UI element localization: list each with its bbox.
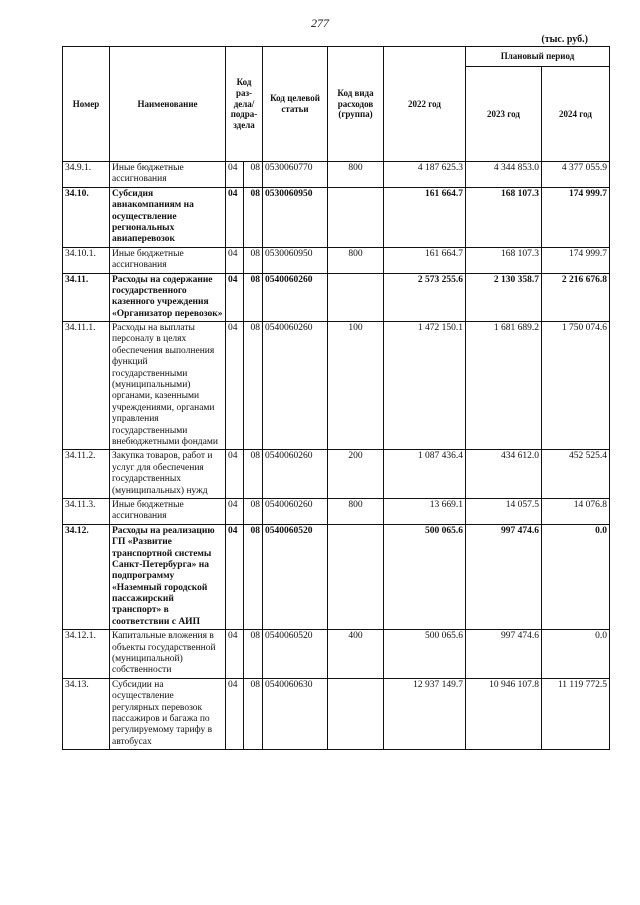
row-amount-2022: 2 573 255.6	[384, 273, 466, 322]
row-section: 04	[226, 524, 244, 630]
row-target-code: 0530060770	[263, 162, 328, 188]
row-amount-2024: 11 119 772.5	[542, 678, 610, 749]
row-subsection: 08	[244, 162, 263, 188]
row-name: Капитальные вложения в объекты государственной (муниципальной) собственности	[110, 630, 226, 679]
table-header	[63, 47, 610, 162]
row-name: Расходы на содержание государственного казенного учреждения «Организатор перевозок»	[110, 273, 226, 322]
table-row	[63, 450, 610, 499]
row-expense-type	[328, 678, 384, 749]
row-section: 04	[226, 498, 244, 524]
row-expense-type: 100	[328, 322, 384, 450]
row-amount-2023: 997 474.6	[466, 524, 542, 630]
row-section: 04	[226, 630, 244, 679]
row-target-code: 0540060520	[263, 524, 328, 630]
row-target-code: 0530060950	[263, 187, 328, 247]
row-amount-2024: 1 750 074.6	[542, 322, 610, 450]
row-amount-2022: 500 065.6	[384, 524, 466, 630]
header-2022: 2022 год	[384, 47, 466, 162]
row-section: 04	[226, 162, 244, 188]
row-number: 34.12.1.	[63, 630, 110, 679]
row-target-code: 0540060520	[263, 630, 328, 679]
row-amount-2023: 2 130 358.7	[466, 273, 542, 322]
row-expense-type: 800	[328, 247, 384, 273]
header-name: Наименование	[110, 47, 226, 162]
row-section: 04	[226, 450, 244, 499]
row-expense-type	[328, 273, 384, 322]
row-subsection: 08	[244, 524, 263, 630]
row-subsection: 08	[244, 678, 263, 749]
row-section: 04	[226, 187, 244, 247]
row-amount-2024: 4 377 055.9	[542, 162, 610, 188]
row-amount-2022: 161 664.7	[384, 187, 466, 247]
row-amount-2022: 161 664.7	[384, 247, 466, 273]
row-section: 04	[226, 273, 244, 322]
table-body	[63, 162, 610, 750]
page-number: 277	[311, 16, 329, 30]
table-row	[63, 498, 610, 524]
row-name: Иные бюджетные ассигнования	[110, 247, 226, 273]
row-amount-2023: 10 946 107.8	[466, 678, 542, 749]
header-planned-period: Плановый период	[466, 47, 610, 67]
header-section-code: Код раз-дела/ подра-здела	[226, 47, 263, 162]
row-amount-2023: 434 612.0	[466, 450, 542, 499]
row-number: 34.9.1.	[63, 162, 110, 188]
row-subsection: 08	[244, 322, 263, 450]
row-amount-2024: 452 525.4	[542, 450, 610, 499]
row-amount-2023: 168 107.3	[466, 247, 542, 273]
row-expense-type	[328, 524, 384, 630]
row-section: 04	[226, 678, 244, 749]
row-amount-2022: 13 669.1	[384, 498, 466, 524]
table-row	[63, 678, 610, 749]
row-expense-type	[328, 187, 384, 247]
row-amount-2024: 174 999.7	[542, 187, 610, 247]
row-amount-2024: 174 999.7	[542, 247, 610, 273]
row-subsection: 08	[244, 498, 263, 524]
row-target-code: 0530060950	[263, 247, 328, 273]
row-amount-2023: 168 107.3	[466, 187, 542, 247]
table-row	[63, 187, 610, 247]
table-row	[63, 162, 610, 188]
row-amount-2022: 12 937 149.7	[384, 678, 466, 749]
row-expense-type: 400	[328, 630, 384, 679]
row-amount-2022: 4 187 625.3	[384, 162, 466, 188]
row-amount-2023: 14 057.5	[466, 498, 542, 524]
row-amount-2023: 4 344 853.0	[466, 162, 542, 188]
row-amount-2024: 2 216 676.8	[542, 273, 610, 322]
table-row	[63, 247, 610, 273]
header-target-code: Код целевой статьи	[263, 47, 328, 162]
header-expense-type-code: Код вида расходов (группа)	[328, 47, 384, 162]
row-amount-2024: 14 076.8	[542, 498, 610, 524]
row-amount-2022: 1 087 436.4	[384, 450, 466, 499]
row-name: Иные бюджетные ассигнования	[110, 162, 226, 188]
row-target-code: 0540060260	[263, 498, 328, 524]
row-section: 04	[226, 322, 244, 450]
row-target-code: 0540060630	[263, 678, 328, 749]
row-target-code: 0540060260	[263, 450, 328, 499]
header-number: Номер	[63, 47, 110, 162]
table-row	[63, 273, 610, 322]
row-number: 34.11.3.	[63, 498, 110, 524]
row-number: 34.13.	[63, 678, 110, 749]
row-expense-type: 800	[328, 498, 384, 524]
row-number: 34.11.1.	[63, 322, 110, 450]
table-row	[63, 322, 610, 450]
row-name: Субсидии на осуществление регулярных перевозок пассажиров и багажа по регулируемому тарифу в автобусах	[110, 678, 226, 749]
row-amount-2022: 500 065.6	[384, 630, 466, 679]
row-amount-2023: 1 681 689.2	[466, 322, 542, 450]
row-target-code: 0540060260	[263, 273, 328, 322]
row-name: Иные бюджетные ассигнования	[110, 498, 226, 524]
row-subsection: 08	[244, 247, 263, 273]
row-name: Субсидия авиакомпаниям на осуществление региональных авиаперевозок	[110, 187, 226, 247]
row-number: 34.12.	[63, 524, 110, 630]
row-number: 34.10.1.	[63, 247, 110, 273]
units-note: (тыс. руб.)	[541, 34, 588, 45]
row-name: Закупка товаров, работ и услуг для обеспечения государственных (муниципальных) нужд	[110, 450, 226, 499]
row-subsection: 08	[244, 187, 263, 247]
row-name: Расходы на выплаты персоналу в целях обеспечения выполнения функций государственными (муниципальными) органами, казенными учреждениями, органами управления государственными внебюджетными фондами	[110, 322, 226, 450]
row-number: 34.10.	[63, 187, 110, 247]
row-number: 34.11.2.	[63, 450, 110, 499]
row-amount-2023: 997 474.6	[466, 630, 542, 679]
header-2023: 2023 год	[466, 67, 542, 162]
row-section: 04	[226, 247, 244, 273]
row-amount-2024: 0.0	[542, 630, 610, 679]
header-2024: 2024 год	[542, 67, 610, 162]
row-amount-2024: 0.0	[542, 524, 610, 630]
row-name: Расходы на реализацию ГП «Развитие транспортной системы Санкт-Петербурга» на подпрограмму «Наземный городской пассажирский транспорт» в соответствии с АИП	[110, 524, 226, 630]
table-row	[63, 524, 610, 630]
row-expense-type: 200	[328, 450, 384, 499]
table-row	[63, 630, 610, 679]
row-expense-type: 800	[328, 162, 384, 188]
row-subsection: 08	[244, 273, 263, 322]
row-number: 34.11.	[63, 273, 110, 322]
row-amount-2022: 1 472 150.1	[384, 322, 466, 450]
row-subsection: 08	[244, 450, 263, 499]
row-target-code: 0540060260	[263, 322, 328, 450]
row-subsection: 08	[244, 630, 263, 679]
budget-table	[62, 46, 610, 750]
